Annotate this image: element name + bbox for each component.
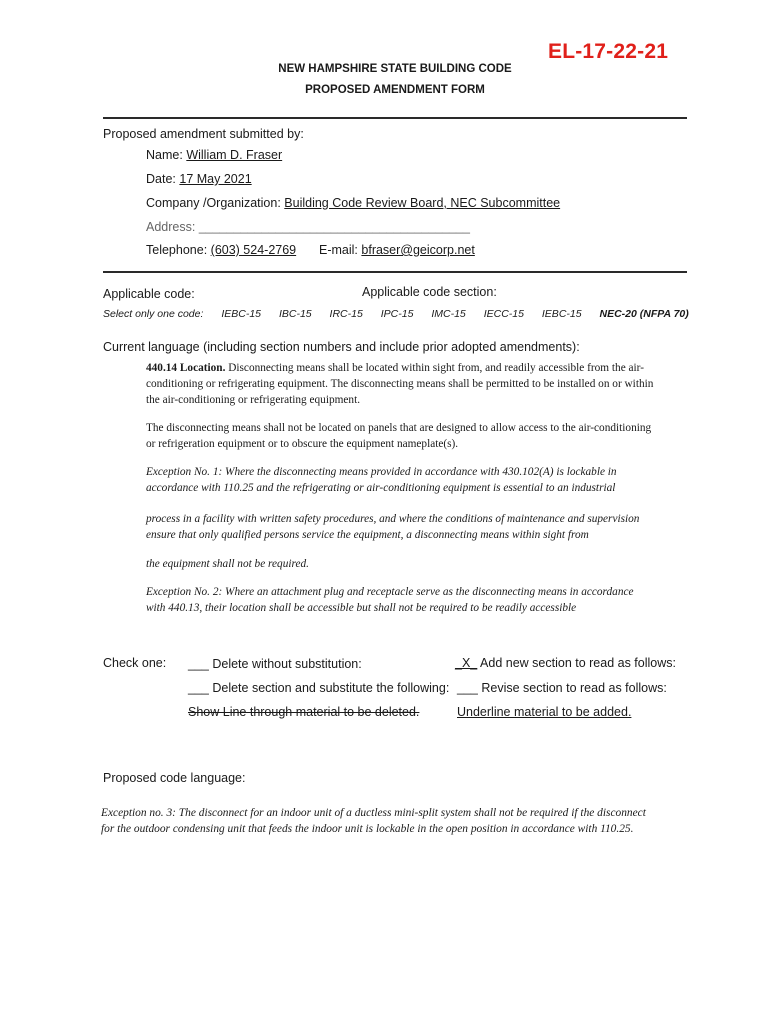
date-value: 17 May 2021 — [179, 172, 252, 186]
submitter-heading: Proposed amendment submitted by: — [103, 127, 304, 141]
applicable-section-label: Applicable code section: — [362, 285, 497, 299]
code-options — [103, 308, 704, 320]
exception-2-line: with 440.13, their location shall be accessible but shall not be required to be readily accessible — [146, 602, 577, 614]
code-option: IEBC-15 — [541, 308, 582, 320]
exception-1-line: Exception No. 1: Where the disconnecting means provided in accordance with 430.102(A) is lockable in — [146, 466, 617, 478]
address-row — [146, 220, 470, 234]
date-row — [146, 172, 252, 186]
option-label: Add new section to read as follows: — [480, 656, 676, 670]
exception-1-cont — [146, 511, 691, 543]
option-label: Delete section and substitute the following: — [212, 681, 450, 695]
check-one-label: Check one: — [103, 656, 167, 670]
form-title: NEW HAMPSHIRE STATE BUILDING CODE — [278, 63, 512, 75]
section-number: 440.14 Location. — [146, 362, 226, 374]
exception-2 — [146, 584, 691, 616]
telephone-value: (603) 524-2769 — [210, 243, 297, 257]
strike-through-note: Show Line through material to be deleted. — [188, 705, 420, 719]
top-divider — [103, 117, 687, 119]
select-code-label: Select only one code: — [103, 308, 204, 320]
proposed-language — [101, 805, 691, 837]
code-option: IRC-15 — [329, 308, 363, 320]
email-row — [319, 243, 475, 257]
email-value: bfraser@geicorp.net — [361, 243, 475, 257]
option-label: Delete without substitution: — [212, 657, 362, 671]
email-label: E-mail: — [319, 243, 358, 257]
telephone-label: Telephone: — [146, 243, 208, 257]
option-mark: ___ — [457, 681, 478, 695]
option-mark: ___ — [188, 681, 209, 695]
option-revise-section[interactable] — [457, 681, 667, 695]
code-option: IBC-15 — [278, 308, 312, 320]
para1-line: 440.14 Location. Disconnecting means shall be located within sight from, and readily accessible from the air- — [146, 362, 644, 374]
applicable-code-label: Applicable code: — [103, 287, 195, 301]
company-row — [146, 196, 560, 210]
code-option: IEBC-15 — [221, 308, 262, 320]
company-label: Company /Organization: — [146, 196, 281, 210]
name-value: William D. Fraser — [186, 148, 283, 162]
option-delete-and-substitute[interactable] — [188, 681, 449, 695]
current-para-2 — [146, 420, 691, 452]
para1-line: conditioning or refrigerating equipment. The disconnecting means shall be permitted to be installed on or within — [146, 378, 654, 390]
underline-note: Underline material to be added. — [457, 705, 632, 719]
option-delete-without-substitution[interactable] — [188, 657, 362, 671]
proposed-heading: Proposed code language: — [103, 771, 246, 785]
option-mark: _X_ — [455, 656, 478, 670]
current-para-1 — [146, 360, 691, 408]
name-label: Name: — [146, 148, 183, 162]
para2-line: The disconnecting means shall not be located on panels that are designed to allow access to the air-conditioning — [146, 422, 652, 434]
address-label: Address: — [146, 220, 196, 234]
current-language-heading: Current language (including section numbers and include prior adopted amendments): — [103, 340, 580, 354]
exception-1-line: process in a facility with written safety procedures, and where the conditions of maintenance and supervision — [146, 513, 640, 525]
company-value: Building Code Review Board, NEC Subcommittee — [284, 196, 561, 210]
proposed-line: for the outdoor condensing unit that feeds the indoor unit is lockable in the open position in accordance with 110.25. — [101, 823, 634, 835]
exception-1 — [146, 464, 691, 496]
date-label: Date: — [146, 172, 176, 186]
exception-1-end: the equipment shall not be required. — [146, 558, 309, 570]
form-subtitle: PROPOSED AMENDMENT FORM — [305, 84, 485, 96]
para1-line: the air-conditioning or refrigerating equipment. — [146, 394, 361, 406]
telephone-row — [146, 243, 296, 257]
exception-2-line: Exception No. 2: Where an attachment plug and receptacle serve as the disconnecting means in accordance — [146, 586, 634, 598]
selected-code-option: NEC-20 (NFPA 70) — [599, 308, 689, 320]
option-add-new-section[interactable] — [455, 656, 676, 670]
para2-line: or refrigeration equipment or to obscure the equipment nameplate(s). — [146, 438, 459, 450]
exception-1-line: ensure that only qualified persons service the equipment, a disconnecting means within sight from — [146, 529, 589, 541]
middle-divider — [103, 271, 687, 273]
name-row — [146, 148, 282, 162]
form-id-stamp: EL-17-22-21 — [548, 40, 669, 63]
option-mark: ___ — [188, 657, 209, 671]
code-option: IPC-15 — [380, 308, 414, 320]
option-label: Revise section to read as follows: — [481, 681, 667, 695]
code-option: IECC-15 — [483, 308, 524, 320]
address-value: _______________________________________ — [198, 220, 470, 234]
code-option: IMC-15 — [431, 308, 466, 320]
proposed-line: Exception no. 3: The disconnect for an indoor unit of a ductless mini-split system shall not be required if the disconnect — [101, 807, 646, 819]
exception-1-line: accordance with 110.25 and the refrigerating or air-conditioning equipment is essential to an industrial — [146, 482, 616, 494]
